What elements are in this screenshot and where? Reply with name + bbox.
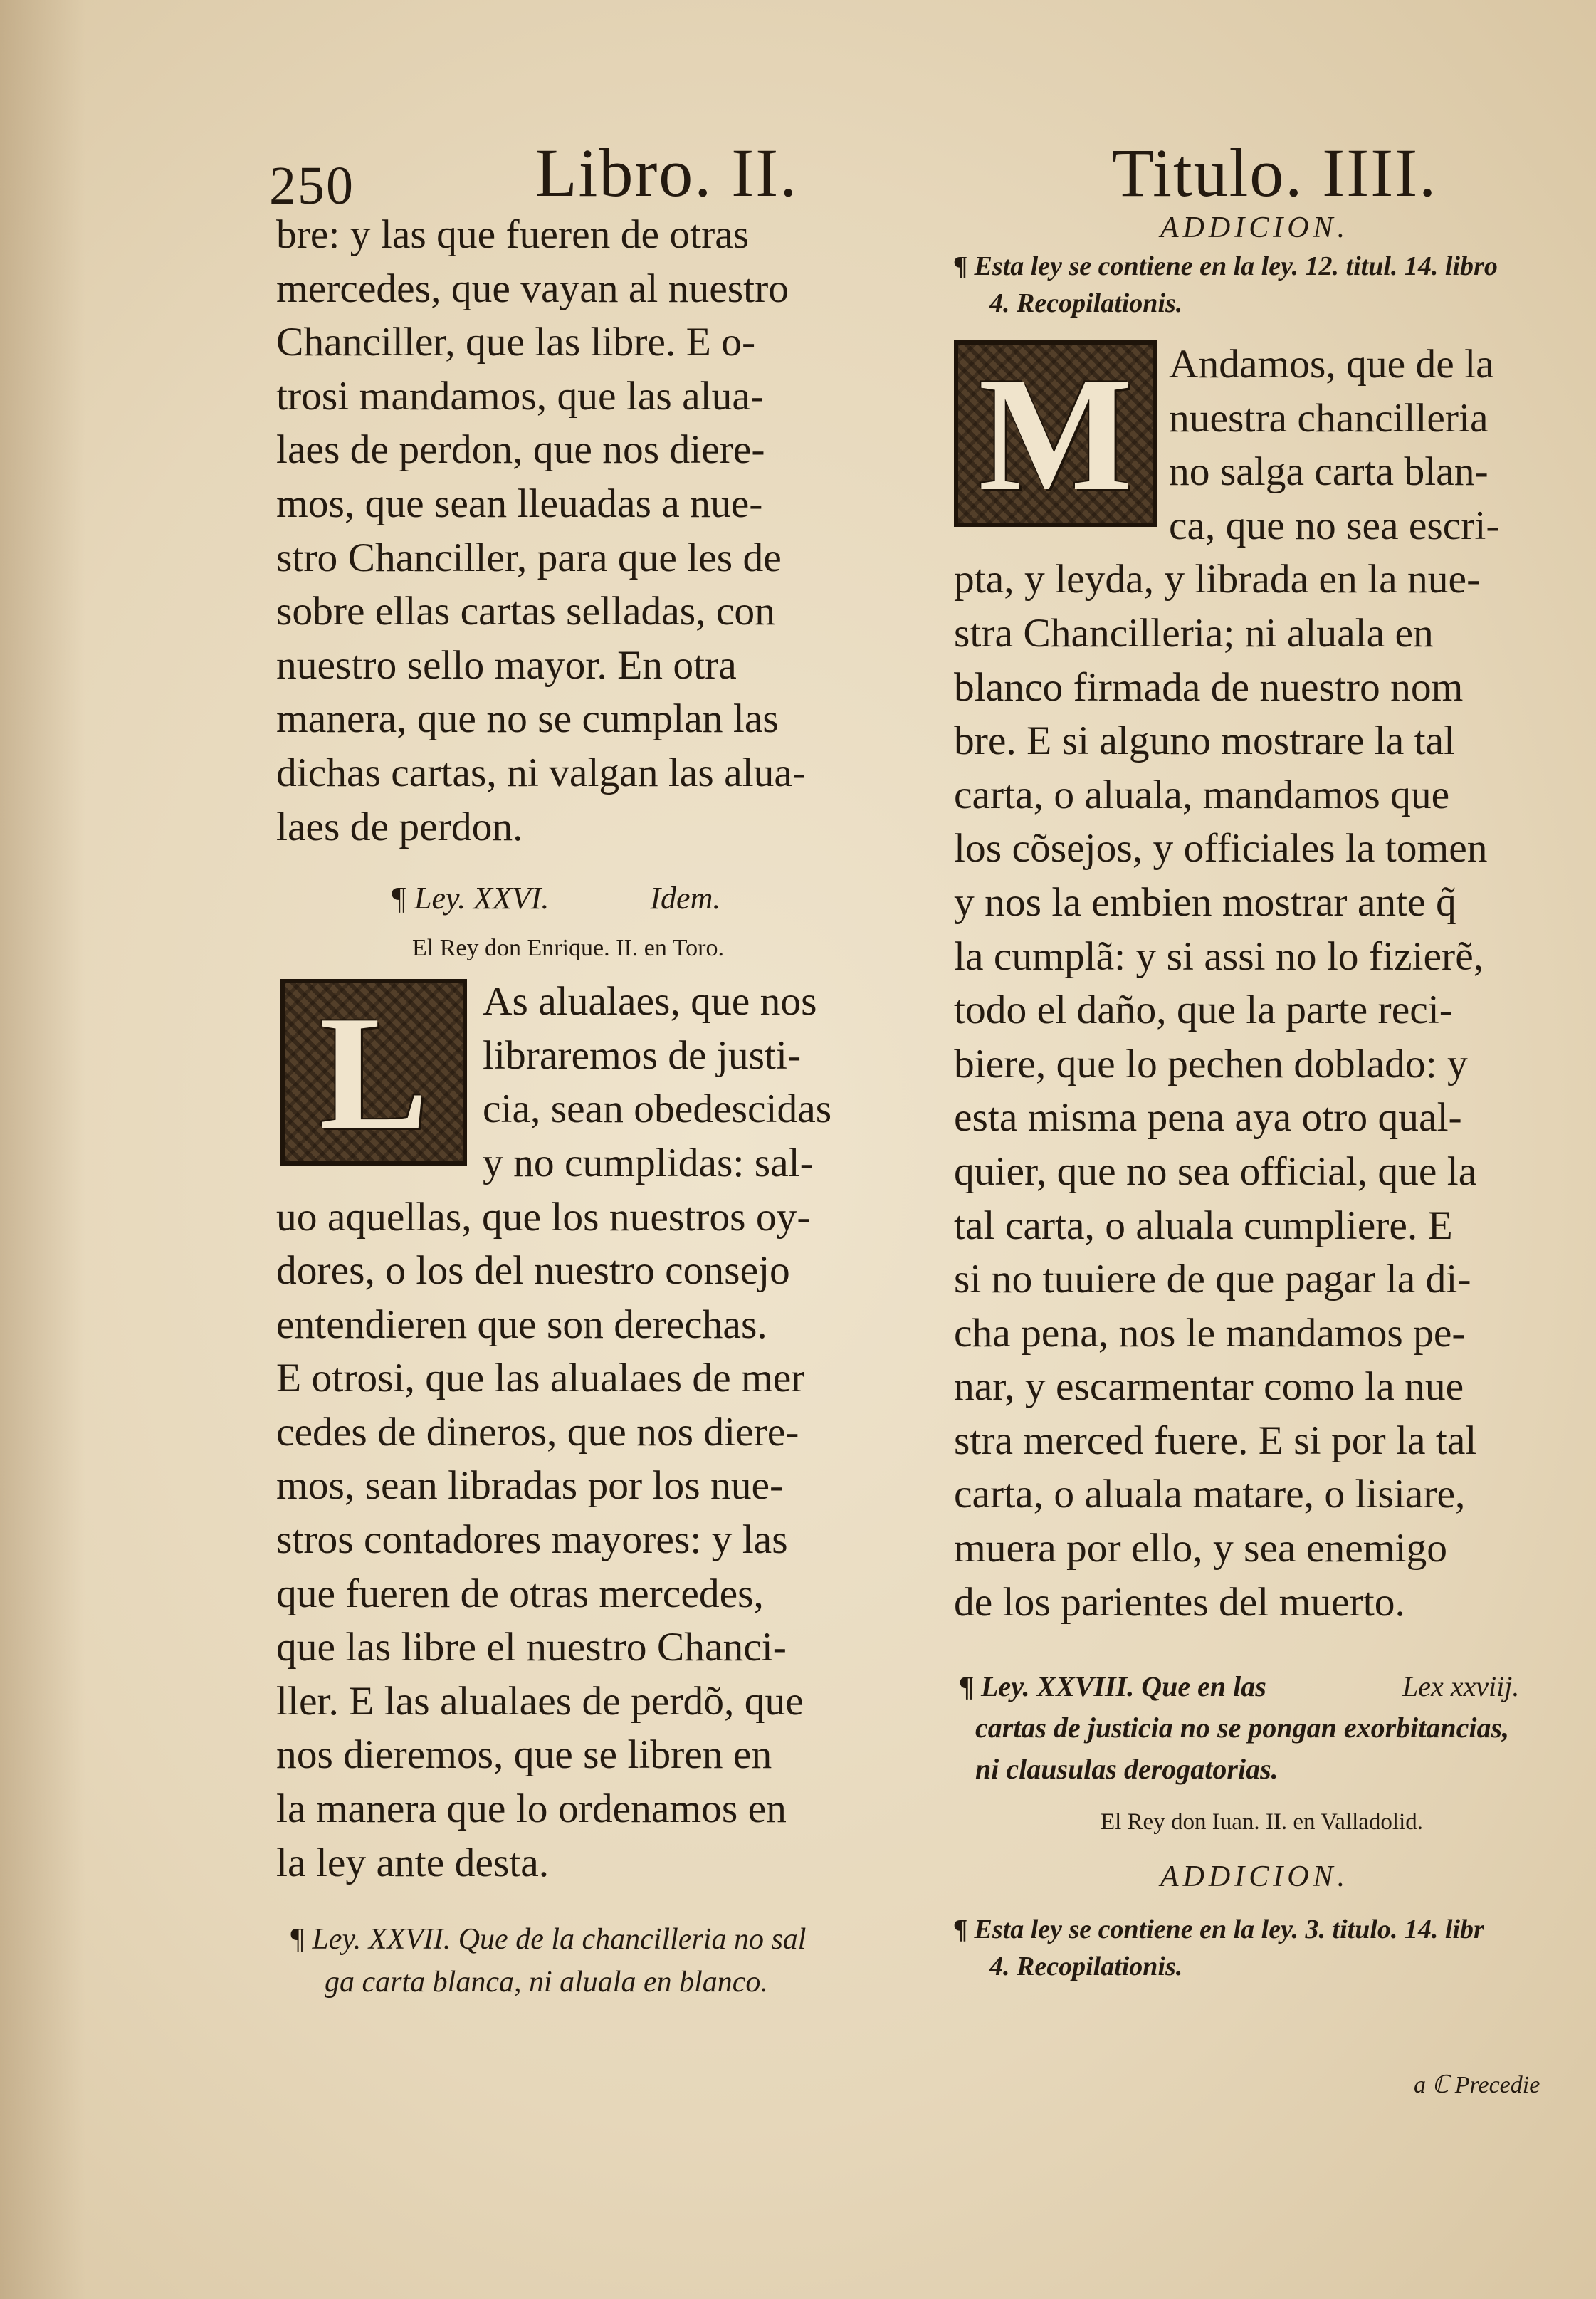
text-line: trosi mandamos, que las alua-	[276, 373, 765, 419]
text-line: la cumplã: y si assi no lo fizierẽ,	[954, 933, 1484, 979]
law-heading-text: ¶ Ley. XXVIII. Que en las	[960, 1670, 1266, 1703]
text-line: mercedes, que vayan al nuestro	[276, 266, 789, 311]
running-head-left: Libro. II.	[535, 135, 799, 211]
text-line: blanco firmada de nuestro nom	[954, 664, 1464, 710]
text-line: pta, y leyda, y librada en la nue-	[954, 557, 1481, 602]
law-26-text	[276, 975, 903, 1890]
rubric-line	[954, 1666, 1596, 1707]
text-line: As alualaes, que nos	[483, 979, 817, 1025]
text-line: biere, que lo pechen doblado: y	[954, 1041, 1468, 1086]
addicion-note	[954, 248, 1596, 322]
text-line: nos dieremos, que se libren en	[276, 1732, 772, 1778]
marginal-note: Lex xxviij.	[1402, 1670, 1520, 1703]
text-line: libraremos de justi-	[483, 1032, 802, 1078]
text-line: mos, sean libradas por los nue-	[276, 1463, 784, 1509]
text-line: uo aquellas, que los nuestros oy-	[276, 1194, 811, 1240]
rubric-line: ni clausulas derogatorias.	[975, 1753, 1279, 1786]
law-28-heading	[954, 1666, 1596, 1790]
rubric-line: 4. Recopilationis.	[989, 1952, 1183, 1982]
text-line: ller. E las alualaes de perdõ, que	[276, 1678, 804, 1724]
rubric-line: 4. Recopilationis.	[989, 288, 1183, 318]
text-line: stra merced fuere. E si por la tal	[954, 1418, 1477, 1463]
text-line: manera, que no se cumplan las	[276, 696, 779, 742]
dropcap-letter: L	[319, 981, 429, 1163]
text-line: dores, o los del nuestro consejo	[276, 1248, 790, 1294]
text-line: laes de perdon, que nos diere-	[276, 427, 765, 473]
text-line: bre. E si alguno mostrare la tal	[954, 718, 1456, 764]
page-edge-shadow	[0, 0, 85, 2299]
law-heading-text: ¶ Ley. XXVI.	[390, 881, 550, 916]
addicion-title-2: ADDICION.	[1160, 1860, 1350, 1894]
addicion-note-2	[954, 1911, 1596, 1985]
text-line: E otrosi, que las alualaes de mer	[276, 1356, 805, 1401]
dropcap-l-ornament	[280, 979, 467, 1166]
text-line: muera por ello, y sea enemigo	[954, 1526, 1447, 1571]
law-28-source: El Rey don Iuan. II. en Valladolid.	[1100, 1809, 1424, 1835]
text-line: los cõsejos, y officiales la tomen	[954, 826, 1488, 871]
text-line: que fueren de otras mercedes,	[276, 1571, 764, 1616]
law-25-continuation	[276, 208, 903, 854]
right-column	[954, 208, 1596, 1985]
text-line: nar, y escarmentar como la nue	[954, 1364, 1464, 1410]
text-line: que las libre el nuestro Chanci-	[276, 1625, 787, 1670]
text-line: stra Chancilleria; ni aluala en	[954, 610, 1434, 656]
text-line: de los parientes del muerto.	[954, 1579, 1405, 1625]
law-27-text	[954, 337, 1596, 1629]
law-26-source: El Rey don Enrique. II. en Toro.	[412, 935, 724, 962]
rubric-line: ga carta blanca, ni aluala en blanco.	[325, 1966, 768, 1999]
text-line: entendieren que son derechas.	[276, 1302, 767, 1347]
text-line: quier, que no sea official, que la	[954, 1148, 1477, 1194]
text-line: ca, que no sea escri-	[1169, 503, 1500, 548]
rubric-line: ¶ Ley. XXVII. Que de la chancilleria no sal	[289, 1923, 807, 1957]
text-line: nuestra chancilleria	[1169, 395, 1489, 441]
text-line: dichas cartas, ni valgan las alua-	[276, 750, 806, 795]
text-line: no salga carta blan-	[1169, 449, 1489, 495]
law-idem: Idem.	[650, 881, 721, 916]
text-line: la ley ante desta.	[276, 1840, 550, 1885]
text-line: laes de perdon.	[276, 804, 523, 849]
text-line: la manera que lo ordenamos en	[276, 1786, 787, 1832]
page-number: 250	[269, 156, 355, 216]
text-line: cedes de dineros, que nos diere-	[276, 1409, 799, 1455]
addicion-title: ADDICION.	[1160, 211, 1350, 244]
catchword: a ℂ Precedie	[1414, 2072, 1540, 2098]
rubric-line: ¶ Esta ley se contiene en la ley. 12. titul. 14. libro	[954, 251, 1498, 281]
text-line: bre: y las que fueren de otras	[276, 212, 750, 257]
text-line: carta, o aluala matare, o lisiare,	[954, 1472, 1466, 1517]
text-line: tal carta, o aluala cumpliere. E	[954, 1203, 1453, 1248]
dropcap-letter: M	[978, 342, 1133, 525]
text-line: esta misma pena aya otro qual-	[954, 1095, 1462, 1141]
rubric-line: cartas de justicia no se pongan exorbitancias,	[975, 1712, 1510, 1744]
text-line: nuestro sello mayor. En otra	[276, 642, 737, 688]
text-line: mos, que sean lleuadas a nue-	[276, 481, 763, 526]
text-line: stros contadores mayores: y las	[276, 1517, 788, 1563]
text-line: y no cumplidas: sal-	[483, 1140, 814, 1185]
text-line: sobre ellas cartas selladas, con	[276, 589, 775, 634]
law-27-heading	[276, 1918, 903, 2004]
text-line: Andamos, que de la	[1169, 342, 1494, 387]
text-line: stro Chanciller, para que les de	[276, 535, 782, 580]
text-line: cha pena, nos le mandamos pe-	[954, 1310, 1466, 1356]
running-head-right: Titulo. IIII.	[1112, 135, 1438, 211]
law-26-heading	[276, 879, 903, 918]
text-line: si no tuuiere de que pagar la di-	[954, 1257, 1471, 1302]
dropcap-m-ornament	[954, 340, 1157, 527]
rubric-line: ¶ Esta ley se contiene en la ley. 3. titulo. 14. libr	[954, 1915, 1484, 1945]
left-column	[276, 208, 903, 2004]
text-line: todo el daño, que la parte reci-	[954, 988, 1453, 1033]
text-line: y nos la embien mostrar ante q̃	[954, 879, 1456, 925]
text-line: Chanciller, que las libre. E o-	[276, 320, 756, 365]
text-line: cia, sean obedescidas	[483, 1086, 832, 1132]
text-line: carta, o aluala, mandamos que	[954, 772, 1450, 817]
